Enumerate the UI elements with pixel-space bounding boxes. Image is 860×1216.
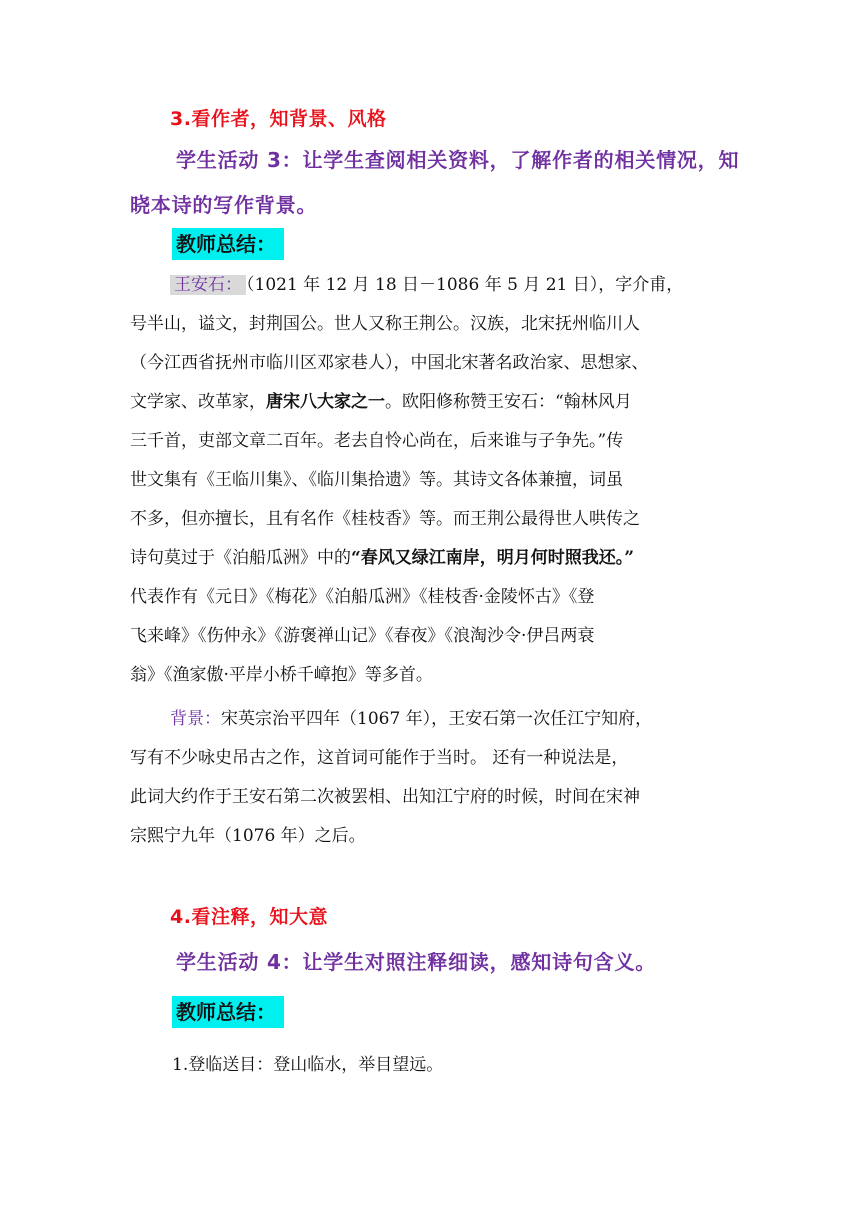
section4-teacher-summary-label: 教师总结： bbox=[172, 996, 284, 1028]
bio-line: （今江西省抚州市临川区邓家巷人），中国北宋著名政治家、思想家、 bbox=[130, 353, 649, 373]
bio-line: 诗句莫过于《泊船瓜洲》中的 bbox=[130, 548, 351, 568]
bio-line: 代表作有《元日》《梅花》《泊船瓜洲》《桂枝香·金陵怀古》《登 bbox=[130, 587, 595, 607]
bio-line: （1021 年 12 月 18 日－1086 年 5 月 21 日），字介甫， bbox=[246, 275, 684, 295]
section3-activity-line1: 学生活动 3：让学生查阅相关资料，了解作者的相关情况，知 bbox=[176, 148, 740, 172]
bio-line: 三千首，吏部文章二百年。老去自怜心尚在，后来谁与子争先。”传 bbox=[130, 431, 624, 451]
bio-line: 世文集有《王临川集》、《临川集拾遗》等。其诗文各体兼擅，词虽 bbox=[130, 470, 623, 490]
bio-emphasis-eight-masters: 唐宋八大家之一 bbox=[266, 392, 385, 412]
background-line: 写有不少咏史吊古之作，这首词可能作于当时。 还有一种说法是， bbox=[130, 748, 629, 768]
bio-line: 不多，但亦擅长，且有名作《桂枝香》等。而王荆公最得世人哄传之 bbox=[130, 509, 640, 529]
section3-activity-line2: 晓本诗的写作背景。 bbox=[130, 193, 318, 217]
background-line: 宗熙宁九年（1076 年）之后。 bbox=[130, 826, 366, 846]
bio-line: 。欧阳修称赞王安石：“翰林风月 bbox=[385, 392, 632, 412]
author-bio-paragraph bbox=[130, 266, 730, 695]
section3-heading: 3.看作者，知背景、风格 bbox=[170, 108, 387, 130]
section4-heading: 4.看注释，知大意 bbox=[170, 906, 328, 928]
bio-line: 飞来峰》《伤仲永》《游褒禅山记》《春夜》《浪淘沙令·伊吕两衰 bbox=[130, 626, 595, 646]
background-paragraph bbox=[130, 700, 730, 856]
bio-line: 翁》《渔家傲·平岸小桥千嶂抱》等多首。 bbox=[130, 665, 433, 685]
section3-teacher-summary-label: 教师总结： bbox=[172, 228, 284, 260]
bio-emphasis-famous-verse: “春风又绿江南岸，明月何时照我还。” bbox=[351, 548, 635, 568]
section4-activity bbox=[130, 940, 730, 985]
bio-line: 号半山，谥文，封荆国公。世人又称王荆公。汉族，北宋抚州临川人 bbox=[130, 314, 640, 334]
annotation-note-1: 1.登临送目：登山临水，举目望远。 bbox=[172, 1055, 444, 1075]
background-line: 宋英宗治平四年（1067 年），王安石第一次任江宁知府， bbox=[221, 709, 653, 729]
background-label: 背景： bbox=[170, 709, 221, 729]
bio-line: 文学家、改革家， bbox=[130, 392, 266, 412]
section4-activity-line: 学生活动 4：让学生对照注释细读，感知诗句含义。 bbox=[176, 950, 657, 974]
author-name-label: 王安石： bbox=[170, 275, 246, 295]
background-line: 此词大约作于王安石第二次被罢相、出知江宁府的时候，时间在宋神 bbox=[130, 787, 640, 807]
section3-activity bbox=[130, 138, 740, 228]
